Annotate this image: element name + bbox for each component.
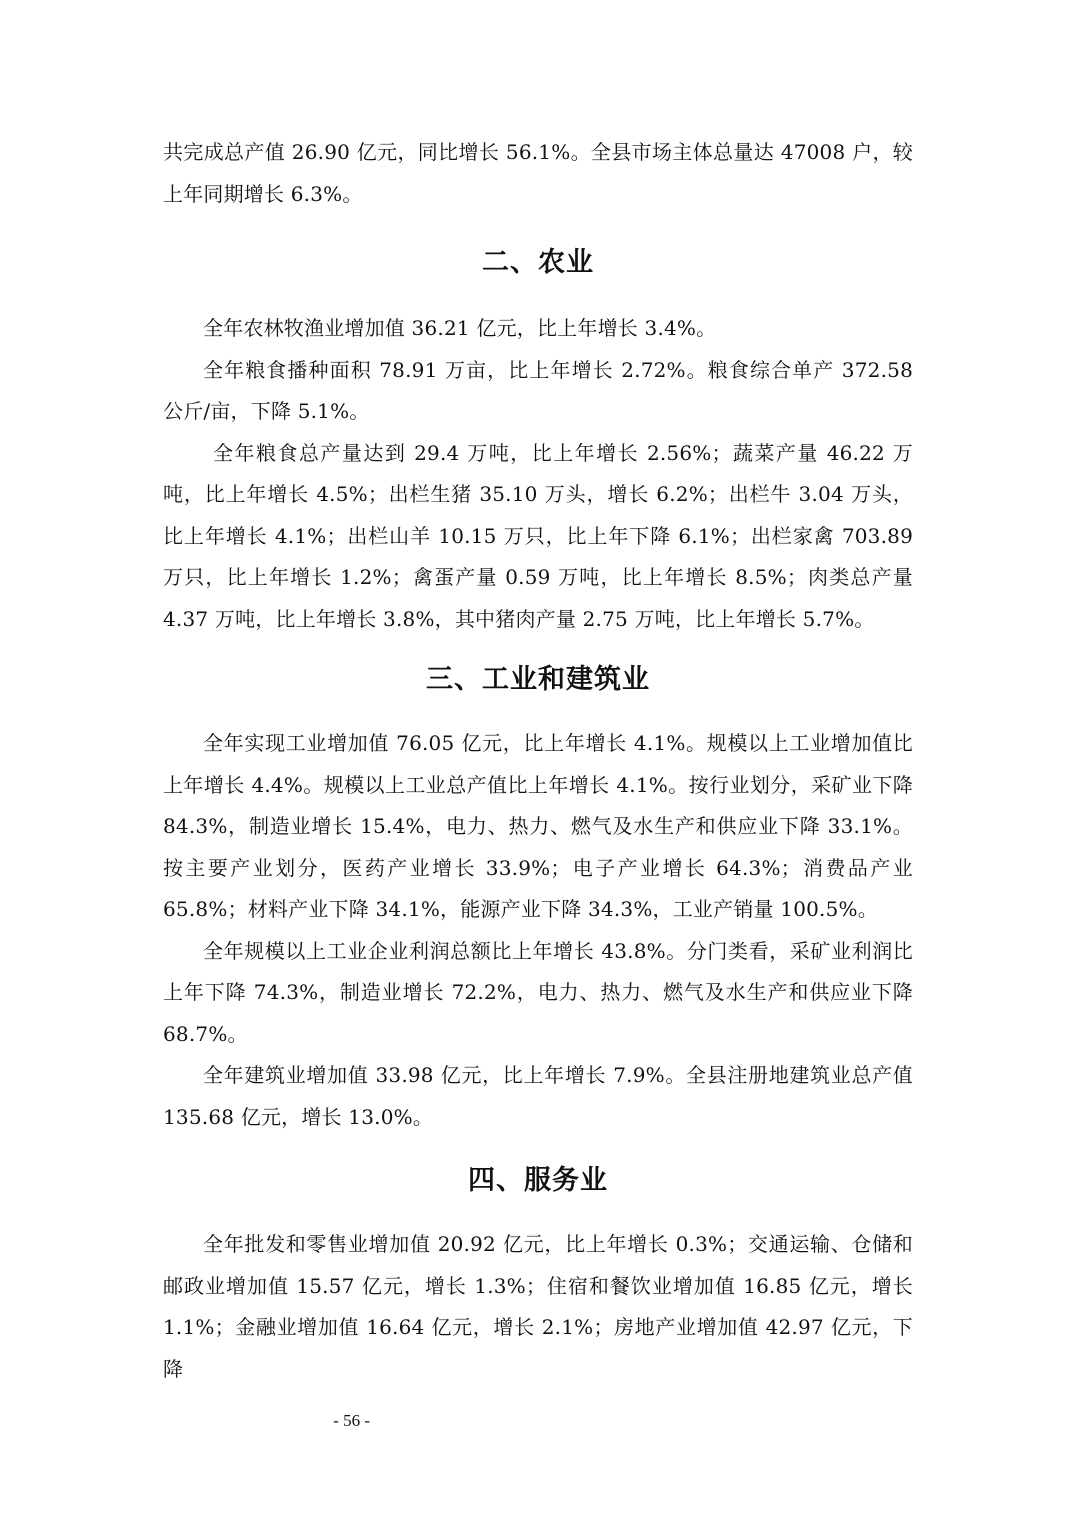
page-content (163, 132, 913, 1390)
agriculture-paragraph-1: 全年农林牧渔业增加值 36.21 亿元，比上年增长 3.4%。 (203, 316, 717, 340)
industry-paragraph-3: 全年建筑业增加值 33.98 亿元，比上年增长 7.9%。全县注册地建筑业总产值 135.68 亿元，增长 13.0%。 (163, 1063, 913, 1129)
agriculture-paragraph-2: 全年粮食播种面积 78.91 万亩，比上年增长 2.72%。粮食综合单产 372.58 公斤/亩，下降 5.1%。 (163, 357, 913, 423)
section-heading-agriculture: 二、农业 (482, 247, 594, 278)
intro-paragraph: 共完成总产值 26.90 亿元，同比增长 56.1%。全县市场主体总量达 47008 户，较上年同期增长 6.3%。 (163, 140, 913, 206)
section-heading-industry: 三、工业和建筑业 (426, 664, 650, 695)
agriculture-paragraph-3: 全年粮食总产量达到 29.4 万吨，比上年增长 2.56%；蔬菜产量 46.22 万吨，比上年增长 4.5%；出栏生猪 35.10 万头，增长 6.2%；出栏牛 3.04 万头，比上年增长 4.1%；出栏山羊 10.15 万只，比上年下降 6.1%；出栏家禽 703.89 万只，比上年增长 1.2%；禽蛋产量 0.59 万吨，比上年增长 8.5%；肉类总产量 4.37 万吨，比上年增长 3.8%，其中猪肉产量 2.75 万吨，比上年增长 5.7%。 (163, 440, 913, 631)
industry-paragraph-1: 全年实现工业增加值 76.05 亿元，比上年增长 4.1%。规模以上工业增加值比上年增长 4.4%。规模以上工业总产值比上年增长 4.1%。按行业划分，采矿业下降 84.3%，制造业增长 15.4%，电力、热力、燃气及水生产和供应业下降 33.1%。按主要产业划分，医药产业增长 33.9%；电子产业增长 64.3%；消费品产业 65.8%；材料产业下降 34.1%，能源产业下降 34.3%，工业产销量 100.5%。 (163, 731, 913, 921)
industry-paragraph-2: 全年规模以上工业企业利润总额比上年增长 43.8%。分门类看，采矿业利润比上年下降 74.3%，制造业增长 72.2%，电力、热力、燃气及水生产和供应业下降 68.7%。 (163, 938, 913, 1046)
section-heading-services: 四、服务业 (468, 1165, 608, 1196)
page-number: - 56 - (333, 1411, 370, 1430)
services-paragraph-1: 全年批发和零售业增加值 20.92 亿元，比上年增长 0.3%；交通运输、仓储和邮政业增加值 15.57 亿元，增长 1.3%；住宿和餐饮业增加值 16.85 亿元，增长 1.1%；金融业增加值 16.64 亿元，增长 2.1%；房地产业增加值 42.97 亿元，下降 (163, 1232, 913, 1381)
